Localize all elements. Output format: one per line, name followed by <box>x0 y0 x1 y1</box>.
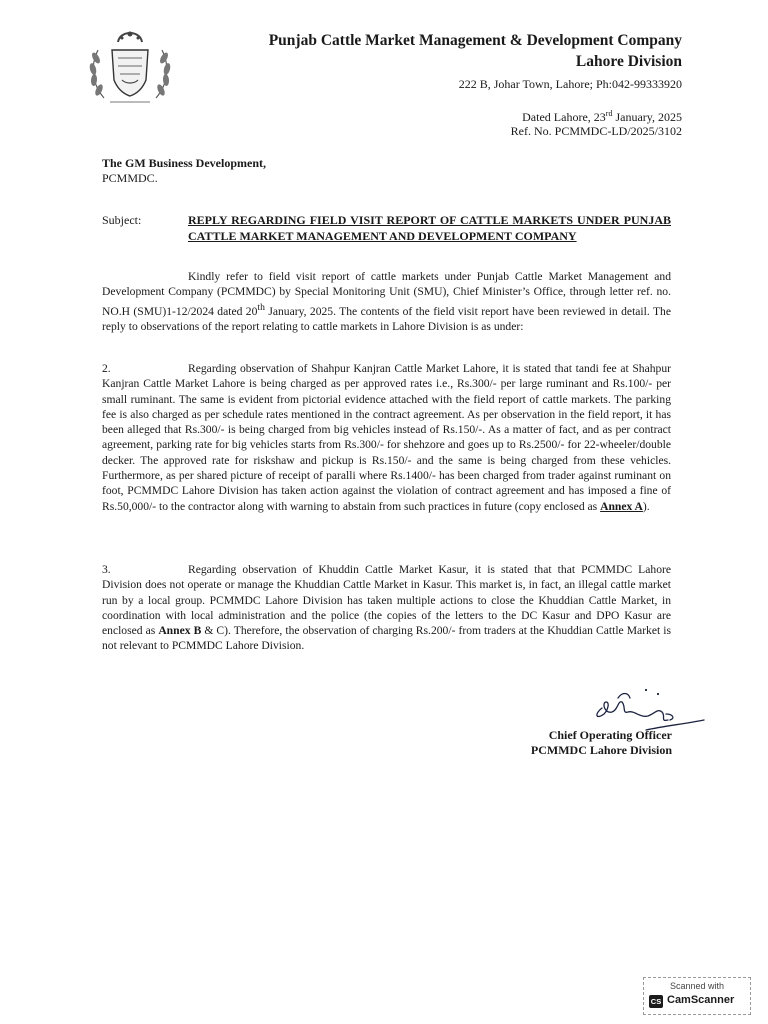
date-suffix: January, 2025 <box>612 110 682 124</box>
p1-text-b: January, 2025. The contents of the field visit report have been reviewed in detail. The reply to observations of the report relating to cattle markets in Lahore Division is as under: <box>102 304 671 333</box>
camscanner-logo-icon: CS <box>650 997 662 1006</box>
company-address: 222 B, Johar Town, Lahore; Ph:042-99333920 <box>458 77 682 91</box>
subject-label: Subject: <box>102 213 142 227</box>
paragraph-1 <box>102 269 671 334</box>
recipient-title: The GM Business Development, <box>102 156 267 170</box>
paragraph-2 <box>102 361 671 514</box>
division-name: Lahore Division <box>575 53 682 70</box>
company-name: Punjab Cattle Market Management & Development Company <box>268 32 682 49</box>
annex-a-reference: Annex A <box>600 499 643 513</box>
p2-end: ). <box>642 499 650 513</box>
camscanner-watermark <box>643 977 751 1015</box>
scanned-with-text: Scanned with <box>669 981 725 991</box>
signatory-title: Chief Operating Officer <box>548 728 672 742</box>
p3-number: 3. <box>102 563 111 576</box>
date-prefix: Dated Lahore, 23 <box>522 110 606 124</box>
p2-number: 2. <box>102 362 111 375</box>
p2-text: Regarding observation of Shahpur Kanjran Cattle Market Lahore, it is stated that tandi fee at Shahpur Kanjran Cattle Market Lahore is being charged as per approved rates i.e., Rs.300/- per large ruminant and Rs.100/- per small ruminant. The same is evident from pictorial evidence attached with the field report of cattle markets. The parking fee is also charged as per schedule rates mentioned in the contract agreement. As per observation in the field report, it has been alleged that Rs.300/- is being charged from big vehicles instead of Rs.150/-. As a matter of fact, and as per contract agreement, parking rate for big vehicles starts from Rs.300/- for shehzore and goes up to Rs.2500/- for 22-wheeler/double decker. The approved rate for riskshaw and pickup is Rs.150/- and the same is being charged from these vehicles. Furthermore, as per shared picture of receipt of paralli where Rs.1400/- has been charged from trader against ruminant on foot, PCMMDC Lahore Division has taken action against the violation of contract agreement and has imposed a fine of Rs.50,000/- to the contractor along with warning to abstain from such practices in future (copy enclosed as <box>102 362 671 513</box>
p1-text-a: Kindly refer to field visit report of cattle markets under Punjab Cattle Market Management and Development Company (PCMMDC) by Special Monitoring Unit (SMU), Chief Minister’s Office, through letter ref. no. NO.H (SMU)1-12/2024 dated 20 <box>102 270 671 318</box>
subject-text: REPLY REGARDING FIELD VISIT REPORT OF CATTLE MARKETS UNDER PUNJAB CATTLE MARKET MANAGEMENT AND DEVELOPMENT COMPANY <box>188 213 671 243</box>
recipient-org: PCMMDC. <box>102 171 158 185</box>
p3-text-b: & C). Therefore, the observation of charging Rs.200/- from traders at the Khuddian Cattle Market is not relevant to PCMMDC Lahore Division. <box>102 624 671 653</box>
date-ordinal: rd <box>605 109 613 118</box>
paragraph-3 <box>102 562 671 654</box>
government-emblem-logo <box>80 22 180 106</box>
p3-text-a: Regarding observation of Khuddin Cattle Market Kasur, it is stated that that PCMMDC Lahore Division does not operate or manage the Khuddian Cattle Market in Kasur. This market is, in fact, an illegal cattle market run by a local group. PCMMDC Lahore Division has taken multiple actions to close the Khuddian Cattle Market, in coordination with local administration and the police (the copies of the letters to the DC Kasur and DPO Kasur are enclosed as <box>102 563 671 638</box>
annex-b-reference: Annex B <box>158 624 202 638</box>
reference-number: Ref. No. PCMMDC-LD/2025/3102 <box>510 124 682 138</box>
camscanner-brand: CamScanner <box>667 994 735 1006</box>
signatory-organization: PCMMDC Lahore Division <box>530 743 672 757</box>
p1-ordinal: th <box>257 301 265 313</box>
letter-date <box>522 109 682 125</box>
